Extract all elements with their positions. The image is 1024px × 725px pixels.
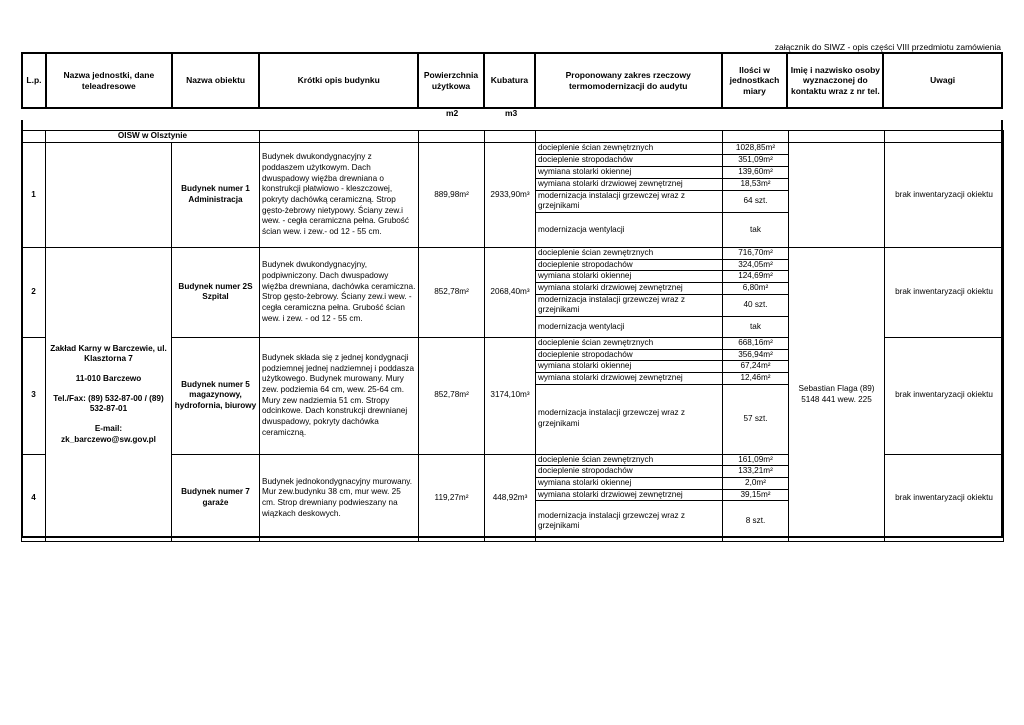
row-3-qty-1: 668,16m²	[723, 337, 789, 349]
header-scope: Proponowany zakres rzeczowy termomodernizacji do audytu	[535, 53, 722, 108]
row-4-lp: 4	[22, 454, 46, 542]
row-3-qty-2: 356,94m²	[723, 349, 789, 361]
row-2-qty-4: 6,80m²	[723, 282, 789, 294]
row-3-area: 852,78m²	[419, 337, 485, 454]
row-3-scope-1: docieplenie ścian zewnętrznych	[536, 337, 723, 349]
row-2-scope-1: docieplenie ścian zewnętrznych	[536, 247, 723, 259]
document-caption: załącznik do SIWZ - opis części VIII przedmiotu zamówienia	[774, 42, 1001, 52]
row-1-scope-6: modernizacja wentylacji	[536, 212, 723, 247]
row-4-qty-1: 161,09m²	[723, 454, 789, 466]
row-3-scope-3: wymiana stolarki okiennej	[536, 361, 723, 373]
row-2-scope-6: modernizacja wentylacji	[536, 316, 723, 337]
row-4-scope-3: wymiana stolarki okiennej	[536, 477, 723, 489]
row-2-scope-2: docieplenie stropodachów	[536, 259, 723, 271]
row-1-scope-3: wymiana stolarki okiennej	[536, 167, 723, 179]
row-3-scope-4: wymiana stolarki drzwiowej zewnętrznej	[536, 372, 723, 384]
row-3-object: Budynek numer 5 magazynowy, hydrofornia, biurowy	[172, 337, 260, 454]
row-3-scope-2: docieplenie stropodachów	[536, 349, 723, 361]
row-2-scope-3: wymiana stolarki okiennej	[536, 271, 723, 283]
row-1-scope-5: modernizacja instalacji grzewczej wraz z grzejnikami	[536, 190, 723, 212]
contact-empty-1	[789, 143, 885, 248]
unit-volume: m3	[505, 108, 518, 118]
unit-area: m2	[446, 108, 459, 118]
row-2-qty-6: tak	[723, 316, 789, 337]
header-volume: Kubatura	[484, 53, 535, 108]
unit-postal: 11-010 Barczewo	[75, 374, 142, 384]
header-area: Powierzchnia użytkowa	[418, 53, 484, 108]
header-lp: L.p.	[22, 53, 46, 108]
row-1-notes: brak inwentaryzacji okiektu	[885, 143, 1004, 248]
contact-person: Sebastian Flaga (89) 5148 441 wew. 225	[789, 247, 885, 541]
header-qty: Ilości w jednostkach miary	[722, 53, 788, 108]
row-1-description: Budynek dwukondygnacyjny z poddaszem użytkowym. Dach dwuspadowy więźba drewniana o konstrukcji płatwiowo - kleszczowej, pokryty dachówką ceramiczną. Strop gęsto-żebrowy nietypowy. Ściany zew.i wew. - cegła ceramiczna pełna. Grubość ścian wew. i zew.- od 12 - 55 cm.	[260, 143, 419, 248]
row-3-volume: 3174,10m³	[485, 337, 536, 454]
row-4-volume: 448,92m³	[485, 454, 536, 542]
row-4-scope-2: docieplenie stropodachów	[536, 466, 723, 478]
row-2-volume: 2068,40m³	[485, 247, 536, 337]
row-1-qty-2: 351,09m²	[723, 155, 789, 167]
row-1-qty-5: 64 szt.	[723, 190, 789, 212]
row-4-notes: brak inwentaryzacji okiektu	[885, 454, 1004, 542]
row-3-description: Budynek składa się z jednej kondygnacji podziemnej jednej nadziemnej i poddasza użytkowego. Budynek murowany. Mury zew. podziemia 64 cm, wew. 25-64 cm. Mury zew nadziemia 51 cm. Stropy odcinkowe. Dach konstrukcji drewnianej dwuspadowy, pokryty dachówka ceramiczną.	[260, 337, 419, 454]
row-1-qty-6: tak	[723, 212, 789, 247]
header-table	[21, 52, 1003, 109]
row-1-lp: 1	[22, 143, 46, 248]
row-1-scope-2: docieplenie stropodachów	[536, 155, 723, 167]
main-table	[21, 130, 1004, 542]
row-1-qty-1: 1028,85m²	[723, 143, 789, 155]
row-1-area: 889,98m²	[419, 143, 485, 248]
row-3-scope-5: modernizacja instalacji grzewczej wraz z grzejnikami	[536, 384, 723, 454]
row-2-area: 852,78m²	[419, 247, 485, 337]
unit-phone: Tel./Fax: (89) 532-87-00 / (89) 532-87-01	[53, 393, 164, 414]
header-object: Nazwa obiektu	[172, 53, 260, 108]
row-4-qty-2: 133,21m²	[723, 466, 789, 478]
row-4-object: Budynek numer 7 garaże	[172, 454, 260, 542]
row-2-description: Budynek dwukondygnacyjny, podpiwniczony. Dach dwuspadowy więźba drewniana, dachówka ceramiczna. Strop gęsto-żebrowy. Ściany zew.i wew. - cegła ceramiczna pełna. Grubość ścian wew. i zew. - od 12 - 55 cm.	[260, 247, 419, 337]
header-unit: Nazwa jednostki, dane teleadresowe	[46, 53, 172, 108]
row-4-area: 119,27m²	[419, 454, 485, 542]
unit-name: Zakład Karny w Barczewie, ul. Klasztorna 7	[50, 343, 167, 364]
row-2-qty-5: 40 szt.	[723, 294, 789, 316]
row-3-qty-4: 12,46m²	[723, 372, 789, 384]
row-1-scope-4: wymiana stolarki drzwiowej zewnętrznej	[536, 179, 723, 191]
row-3-lp: 3	[22, 337, 46, 454]
row-1-qty-4: 18,53m²	[723, 179, 789, 191]
row-2-scope-4: wymiana stolarki drzwiowej zewnętrznej	[536, 282, 723, 294]
unit-empty-1	[46, 143, 172, 248]
row-2-lp: 2	[22, 247, 46, 337]
header-contact: Imię i nazwisko osoby wyznaczonej do kontaktu wraz z nr tel.	[787, 53, 883, 108]
row-2-scope-5: modernizacja instalacji grzewczej wraz z grzejnikami	[536, 294, 723, 316]
header-description: Krótki opis budynku	[259, 53, 418, 108]
row-4-scope-4: wymiana stolarki drzwiowej zewnętrznej	[536, 489, 723, 501]
row-4-qty-3: 2,0m²	[723, 477, 789, 489]
row-4-description: Budynek jednokondygnacyjny murowany. Mur zew.budynku 38 cm, mur wew. 25 cm. Strop drewniany podwieszany na wiązkach deskowych.	[260, 454, 419, 542]
unit-email: E-mail: zk_barczewo@sw.gov.pl	[61, 424, 156, 444]
row-4-scope-1: docieplenie ścian zewnętrznych	[536, 454, 723, 466]
header-notes: Uwagi	[883, 53, 1002, 108]
row-4-qty-5: 8 szt.	[723, 501, 789, 542]
section-title: OISW w Olsztynie	[46, 131, 260, 143]
row-3-qty-5: 57 szt.	[723, 384, 789, 454]
row-4-scope-5: modernizacja instalacji grzewczej wraz z grzejnikami	[536, 501, 723, 542]
row-2-qty-2: 324,05m²	[723, 259, 789, 271]
row-2-qty-3: 124,69m²	[723, 271, 789, 283]
row-3-notes: brak inwentaryzacji okiektu	[885, 337, 1004, 454]
row-1-scope-1: docieplenie ścian zewnętrznych	[536, 143, 723, 155]
row-1-volume: 2933,90m³	[485, 143, 536, 248]
row-1-object: Budynek numer 1 Administracja	[172, 143, 260, 248]
row-2-object: Budynek numer 2S Szpital	[172, 247, 260, 337]
row-2-qty-1: 716,70m²	[723, 247, 789, 259]
row-4-qty-4: 39,15m²	[723, 489, 789, 501]
row-2-notes: brak inwentaryzacji okiektu	[885, 247, 1004, 337]
row-3-qty-3: 67,24m²	[723, 361, 789, 373]
row-1-qty-3: 139,60m²	[723, 167, 789, 179]
unit-info	[46, 247, 172, 541]
